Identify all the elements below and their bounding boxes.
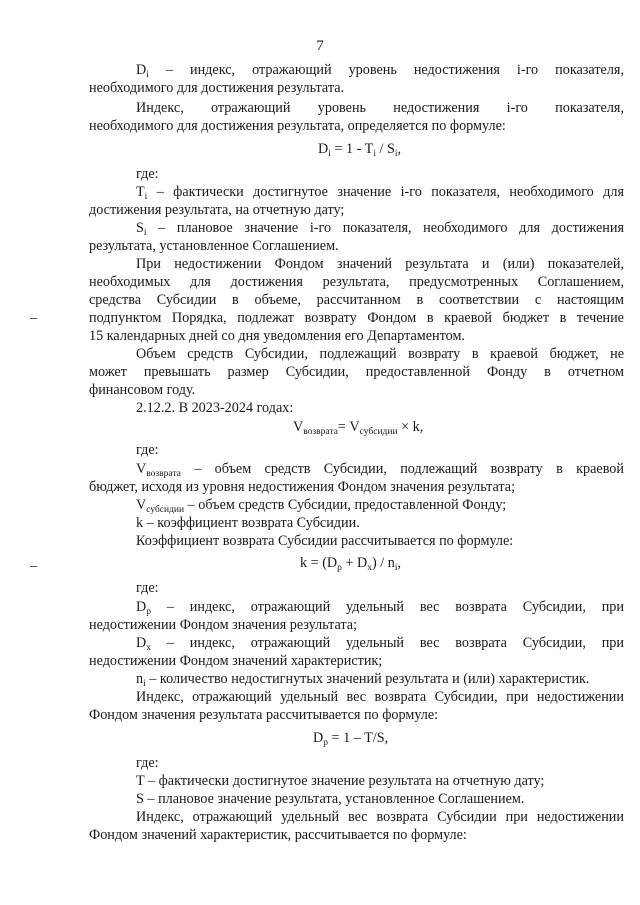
text-line: $V_{возврата}$ – объем средств Субсидии, подлежащий возврату в краевой	[136, 461, 624, 479]
text-line: результата, установленное Соглашением.	[89, 238, 339, 254]
text-line: $D_x$ – индекс, отражающий удельный вес возврата Субсидии, при	[136, 635, 624, 653]
text-line: $V_{субсидии}$ – объем средств Субсидии, предоставленной Фонду;	[136, 497, 507, 515]
text-line: $S_i$ – плановое значение i-го показателя, необходимого для достижения	[136, 220, 624, 238]
text-line: $n_i$ – количество недостигнутых значений результата и (или) характеристик.	[136, 671, 590, 689]
text-line: Индекс, отражающий уровень недостижения i-го показателя,	[136, 100, 624, 116]
text-line: S – плановое значение результата, установленное Соглашением.	[136, 791, 525, 807]
text-line: $D_p$ – индекс, отражающий удельный вес возврата Субсидии, при	[136, 599, 624, 617]
text-line: где:	[136, 580, 159, 596]
text-line: достижения результата, на отчетную дату;	[89, 202, 345, 218]
text-line: бюджет, исходя из уровня недостижения Фондом значения результата;	[89, 479, 516, 495]
formula-dp: $D_p = 1 - T/S$,	[313, 730, 389, 748]
text-line: где:	[136, 755, 159, 771]
margin-mark	[30, 318, 37, 319]
text-line: Фондом значений характеристик, рассчитывается по формуле:	[89, 827, 467, 843]
text-line: подпунктом Порядка, подлежат возврату Фондом в краевой бюджет в течение	[89, 310, 624, 326]
margin-mark	[30, 566, 37, 567]
text-line: При недостижении Фондом значений результата и (или) показателей,	[136, 256, 624, 272]
text-line: финансовом году.	[89, 382, 196, 398]
text-line: T – фактически достигнутое значение результата на отчетную дату;	[136, 773, 545, 789]
formula-k: $k = (D_p + D_x) / n_i$,	[300, 555, 402, 573]
text-line: средства Субсидии в объеме, рассчитанном в соответствии с настоящим	[89, 292, 624, 308]
formula-v-return: $V_{возврата}= V_{субсидии} \times k$,	[293, 419, 424, 437]
text-line: $D_i$ – индекс, отражающий уровень недостижения i-го показателя,	[136, 62, 624, 80]
page-number: 7	[316, 38, 324, 54]
text-line: необходимого для достижения результата.	[89, 80, 345, 96]
text-line: недостижении Фондом значения результата;	[89, 617, 358, 633]
text-line: 15 календарных дней со дня уведомления его Департаментом.	[89, 328, 465, 344]
formula-di: $D_i = 1 - T_i / S_i$,	[318, 141, 402, 159]
text-line: необходимых для достижения результата, предусмотренных Соглашением,	[89, 274, 624, 290]
section-heading: 2.12.2. В 2023-2024 годах:	[136, 400, 294, 416]
text-line: где:	[136, 166, 159, 182]
text-line: Объем средств Субсидии, подлежащий возврату в краевой бюджет, не	[136, 346, 624, 362]
text-line: где:	[136, 442, 159, 458]
text-line: может превышать размер Субсидии, предоставленной Фонду в отчетном	[89, 364, 624, 380]
text-line: k – коэффициент возврата Субсидии.	[136, 515, 360, 531]
text-line: Индекс, отражающий удельный вес возврата Субсидии при недостижении	[136, 809, 624, 825]
text-line: недостижении Фондом значений характеристик;	[89, 653, 383, 669]
text-line: $T_i$ – фактически достигнутое значение i-го показателя, необходимого для	[136, 184, 624, 202]
text-line: Индекс, отражающий удельный вес возврата Субсидии, при недостижении	[136, 689, 624, 705]
text-line: Коэффициент возврата Субсидии рассчитывается по формуле:	[136, 533, 514, 549]
text-line: Фондом значения результата рассчитывается по формуле:	[89, 707, 439, 723]
text-line: необходимого для достижения результата, определяется по формуле:	[89, 118, 506, 134]
